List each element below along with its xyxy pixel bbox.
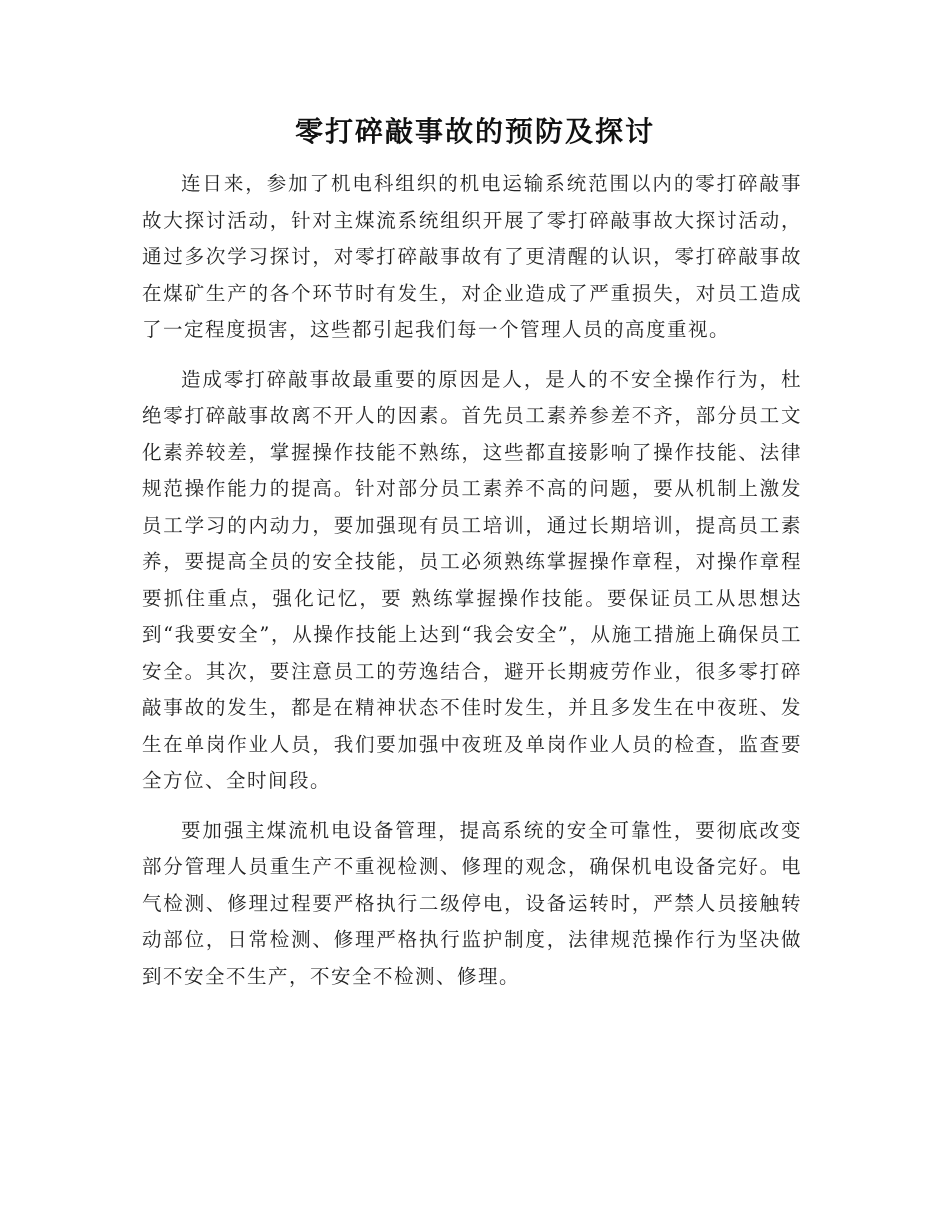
document-title: 零打碎敲事故的预防及探讨 bbox=[294, 115, 655, 148]
document-body bbox=[142, 166, 802, 1008]
paragraph-1: 连日来，参加了机电科组织的机电运输系统范围以内的零打碎敲事故大探讨活动，针对主煤流系统组织开展了零打碎敲事故大探讨活动，通过多次学习探讨，对零打碎敲事故有了更清醒的认识，零打碎敲事故在煤矿生产的各个环节时有发生，对企业造成了严重损失，对员工造成了一定程度损害，这些都引起我们每一个管理人员的高度重视。 bbox=[142, 172, 802, 341]
paragraph-2: 造成零打碎敲事故最重要的原因是人，是人的不安全操作行为，杜绝零打碎敲事故离不开人的因素。首先员工素养参差不齐，部分员工文化素养较差，掌握操作技能不熟练，这些都直接影响了操作技能、法律规范操作能力的提高。针对部分员工素养不高的问题，要从机制上激发员工学习的内动力，要加强现有员工培训，通过长期培训，提高员工素养，要提高全员的安全技能，员工必须熟练掌握操作章程，对操作章程要抓住重点，强化记忆，要 熟练掌握操作技能。要保证员工从思想达到“我要安全”，从操作技能上达到“我会安全”，从施工措施上确保员工安全。其次，要注意员工的劳逸结合，避开长期疲劳作业，很多零打碎敲事故的发生，都是在精神状态不佳时发生，并且多发生在中夜班、发生在单岗作业人员，我们要加强中夜班及单岗作业人员的检查，监查要全方位、全时间段。 bbox=[142, 367, 802, 792]
paragraph-3: 要加强主煤流机电设备管理，提高系统的安全可靠性，要彻底改变部分管理人员重生产不重视检测、修理的观念，确保机电设备完好。电气检测、修理过程要严格执行二级停电，设备运转时，严禁人员接触转动部位，日常检测、修理严格执行监护制度，法律规范操作行为坚决做到不安全不生产，不安全不检测、修理。 bbox=[142, 818, 802, 988]
